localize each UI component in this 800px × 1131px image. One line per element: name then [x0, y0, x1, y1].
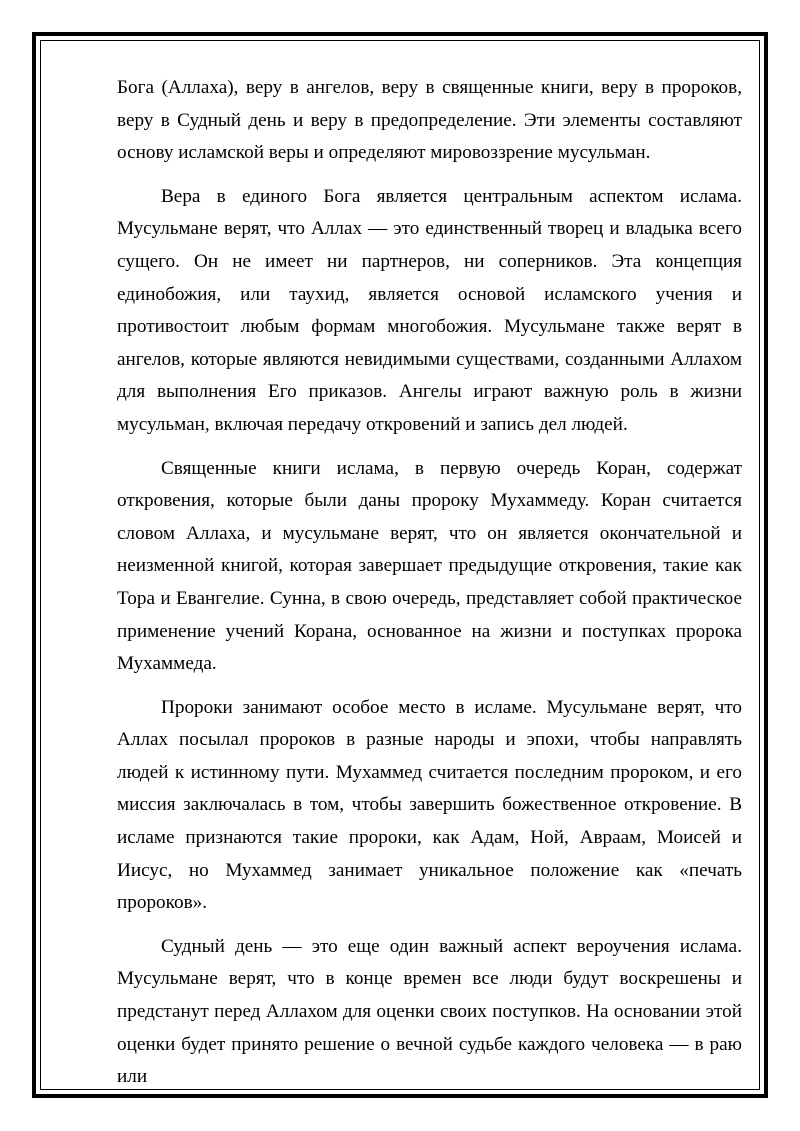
paragraph-2: Вера в единого Бога является центральным аспектом ислама. Мусульмане верят, что Аллах — это единственный творец и владыка всего сущего. Он не имеет ни партнеров, ни соперников. Эта концепция единобожия, или таухид, является основой исламского учения и противостоит любым формам многобожия. Мусульмане также верят в ангелов, которые являются невидимыми существами, созданными Аллахом для выполнения Его приказов. Ангелы играют важную роль в жизни мусульман, включая передачу откровений и запись дел людей.: [117, 185, 742, 435]
paragraph-5: Судный день — это еще один важный аспект вероучения ислама. Мусульмане верят, что в конце времен все люди будут воскрешены и предстанут перед Аллахом для оценки своих поступков. На основании этой оценки будет принято решение о вечной судьбе каждого человека — в раю или: [117, 935, 742, 1088]
paragraph-1: Бога (Аллаха), веру в ангелов, веру в священные книги, веру в пророков, веру в Судный день и веру в предопределение. Эти элементы составляют основу исламской веры и определяют мировоззрение мусульман.: [117, 77, 742, 164]
document-body: [117, 72, 742, 1105]
paragraph-3: Священные книги ислама, в первую очередь Коран, содержат откровения, которые были даны пророку Мухаммеду. Коран считается словом Аллаха, и мусульмане верят, что он является окончательной и неизменной книгой, которая завершает предыдущие откровения, такие как Тора и Евангелие. Сунна, в свою очередь, представляет собой практическое применение учений Корана, основанное на жизни и поступках пророка Мухаммеда.: [117, 457, 742, 675]
paragraph-4: Пророки занимают особое место в исламе. Мусульмане верят, что Аллах посылал пророков в разные народы и эпохи, чтобы направлять людей к истинному пути. Мухаммед считается последним пророком, и его миссия заключалась в том, чтобы завершить божественное откровение. В исламе признаются такие пророки, как Адам, Ной, Авраам, Моисей и Иисус, но Мухаммед занимает уникальное положение как «печать пророков».: [117, 696, 742, 914]
